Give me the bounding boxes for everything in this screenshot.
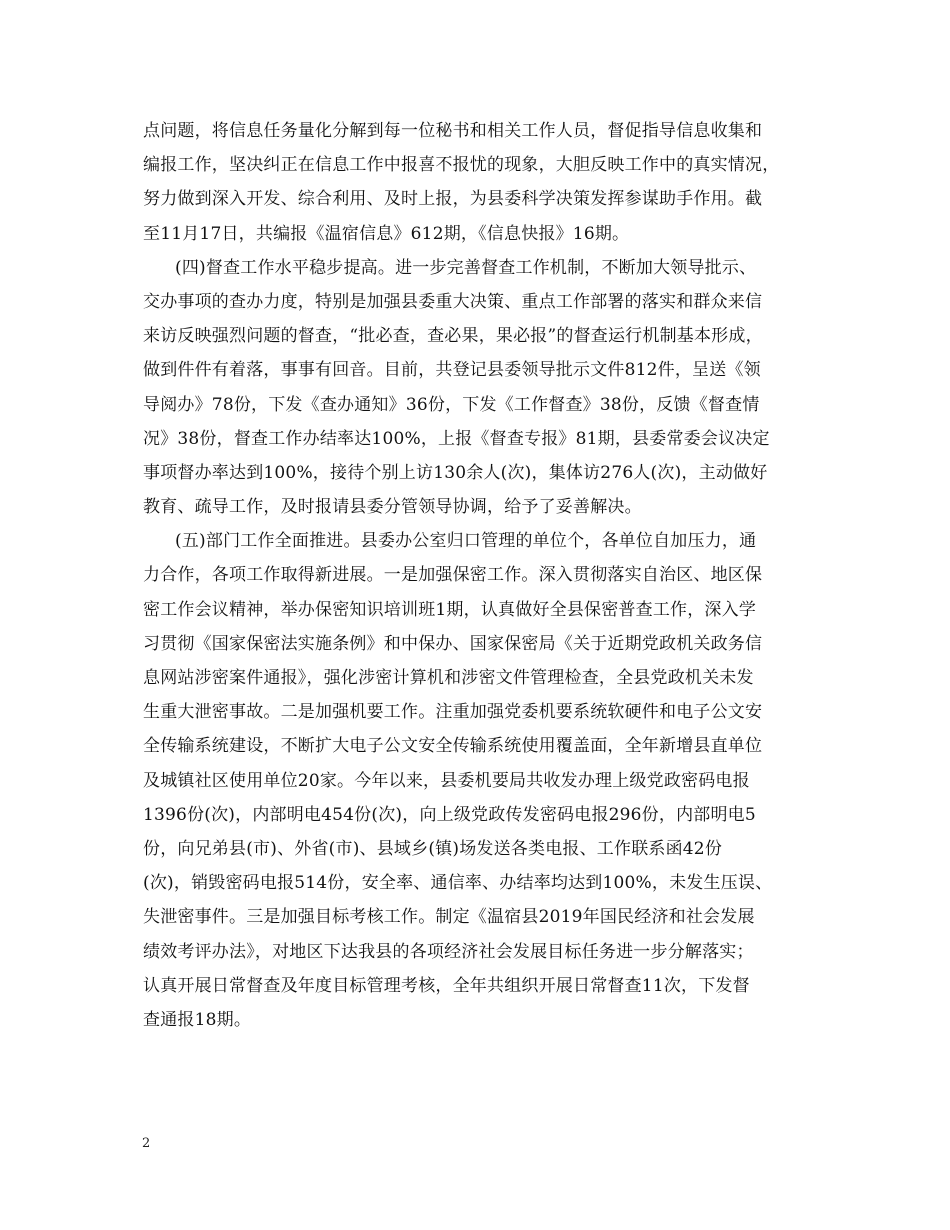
body-text bbox=[143, 114, 823, 1037]
text-line: 点问题，将信息任务量化分解到每一位秘书和相关工作人员，督促指导信息收集和 bbox=[143, 121, 763, 141]
text-line: 1396份(次)，内部明电454份(次)，向上级党政传发密码电报296份，内部明电5 bbox=[143, 804, 756, 825]
text-line: 生重大泄密事故。二是加强机要工作。注重加强党委机要系统软硬件和电子公文安 bbox=[143, 702, 763, 723]
text-line: 教育、疏导工作，及时报请县委分管领导协调，给予了妥善解决。 bbox=[143, 497, 642, 518]
text-line: 导阅办》78份，下发《查办通知》36份，下发《工作督查》38份，反馈《督查情 bbox=[143, 394, 760, 415]
text-line: 及城镇社区使用单位20家。今年以来，县委机要局共收发办理上级党政密码电报 bbox=[143, 770, 750, 791]
text-line: 查通报18期。 bbox=[143, 1009, 252, 1030]
text-line: 做到件件有着落，事事有回音。目前，共登记县委领导批示文件812件，呈送《领 bbox=[143, 360, 761, 381]
text-line: 努力做到深入开发、综合利用、及时上报，为县委科学决策发挥参谋助手作用。截 bbox=[143, 189, 763, 210]
page-number: 2 bbox=[142, 1136, 151, 1151]
text-line: 编报工作，坚决纠正在信息工作中报喜不报忧的现象，大胆反映工作中的真实情况， bbox=[143, 155, 780, 176]
text-line: 失泄密事件。三是加强目标考核工作。制定《温宿县2019年国民经济和社会发展 bbox=[143, 907, 755, 928]
text-line: 全传输系统建设，不断扩大电子公文安全传输系统使用覆盖面，全年新增县直单位 bbox=[143, 736, 763, 757]
text-line: 至11月17日，共编报《温宿信息》612期，《信息快报》16期。 bbox=[143, 223, 630, 244]
text-line: 绩效考评办法》，对地区下达我县的各项经济社会发展目标任务进一步分解落实； bbox=[143, 941, 754, 962]
text-line: 息网站涉密案件通报》，强化涉密计算机和涉密文件管理检查，全县党政机关未发 bbox=[143, 668, 754, 688]
text-line: 况》38份，督查工作办结率达100%，上报《督查专报》81期，县委常委会议决定 bbox=[143, 428, 770, 449]
paragraph-first-line: (四)督查工作水平稳步提高。进一步完善督查工作机制，不断加大领导批示、 bbox=[175, 257, 757, 278]
text-line: 力合作，各项工作取得新进展。一是加强保密工作。深入贯彻落实自治区、地区保 bbox=[143, 565, 763, 586]
text-line: 事项督办率达到100%，接待个别上访130余人(次)，集体访276人(次)，主动做好 bbox=[143, 462, 768, 483]
text-line: 来访反映强烈问题的督查，“批必查，查必果，果必报”的督查运行机制基本形成， bbox=[143, 326, 763, 347]
text-line: 习贯彻《国家保密法实施条例》和中保办、国家保密局《关于近期党政机关政务信 bbox=[143, 633, 763, 654]
text-line: (次)，销毁密码电报514份，安全率、通信率、办结率均达到100%，未发生压误、 bbox=[143, 873, 773, 894]
paragraph-first-line: (五)部门工作全面推进。县委办公室归口管理的单位个，各单位自加压力，通 bbox=[175, 531, 757, 552]
text-line: 密工作会议精神，举办保密知识培训班1期，认真做好全县保密普查工作，深入学 bbox=[143, 599, 757, 620]
text-line: 交办事项的查办力度，特别是加强县委重大决策、重点工作部署的落实和群众来信 bbox=[143, 291, 763, 312]
text-line: 认真开展日常督查及年度目标管理考核，全年共组织开展日常督查11次，下发督 bbox=[143, 975, 750, 996]
text-line: 份，向兄弟县(市)、外省(市)、县域乡(镇)场发送各类电报、工作联系函42份 bbox=[143, 838, 723, 859]
